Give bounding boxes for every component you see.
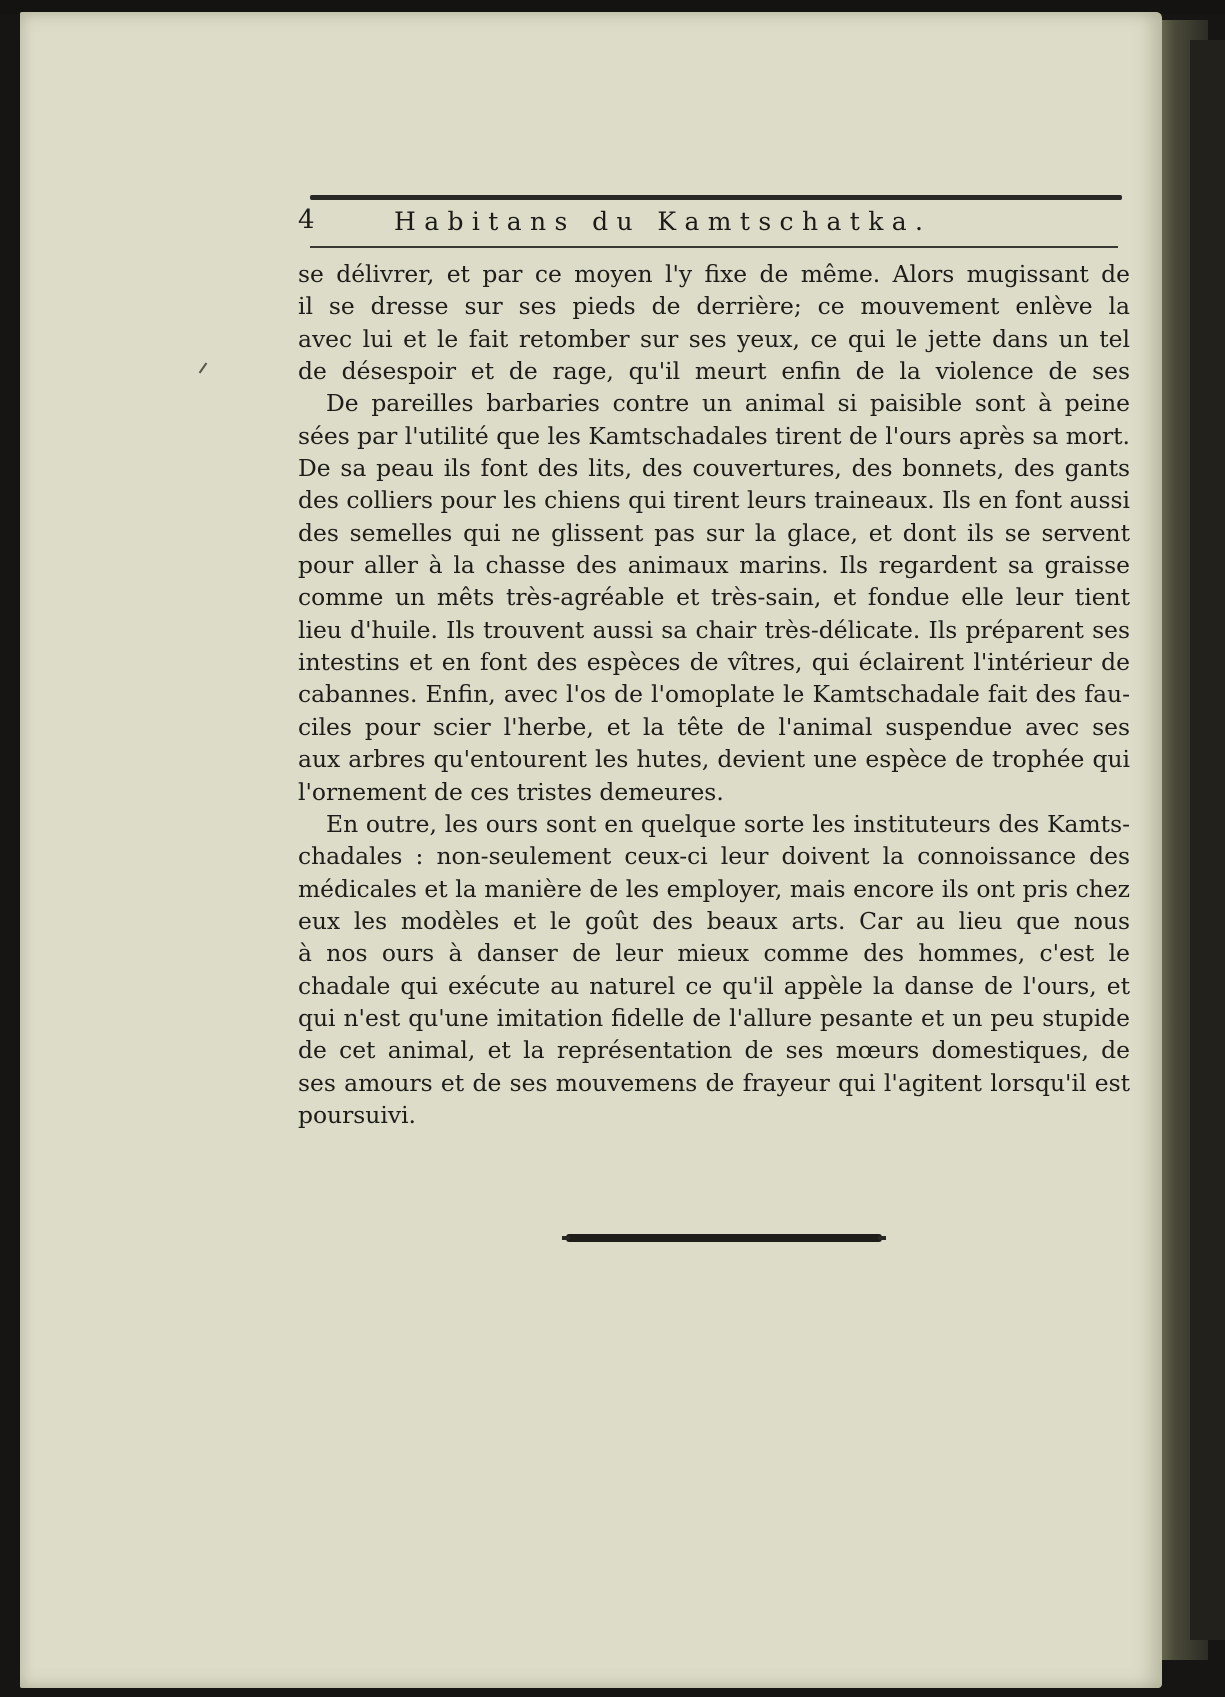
text-line: des colliers pour les chiens qui tirent leurs traineaux. Ils en font aussi — [298, 486, 1130, 515]
text-line: lieu d'huile. Ils trouvent aussi sa chair très-délicate. Ils préparent ses — [298, 615, 1130, 644]
text-line: ses amours et de ses mouvemens de frayeur qui l'agitent lorsqu'il est — [298, 1068, 1130, 1097]
book-cover-edge — [1190, 40, 1225, 1640]
text-line: aux arbres qu'entourent les hutes, devient une espèce de trophée qui — [298, 745, 1130, 774]
text-line: de cet animal, et la représentation de ses mœurs domestiques, de — [298, 1036, 1130, 1065]
paragraph-end-line: l'ornement de ces tristes demeures. — [298, 777, 724, 806]
text-line: il se dresse sur ses pieds de derrière; ce mouvement enlève la — [298, 292, 1130, 321]
paragraph-start-line: En outre, les ours sont en quelque sorte les instituteurs des Kamts- — [326, 809, 1130, 838]
paragraph-end-line: poursuivi. — [298, 1100, 416, 1129]
text-line: pour aller à la chasse des animaux marins. Ils regardent sa graisse — [298, 551, 1130, 580]
text-line: sées par l'utilité que les Kamtschadales tirent de l'ours après sa mort. — [298, 421, 1130, 450]
page-header — [298, 203, 1118, 243]
page-number: 4 — [298, 205, 315, 235]
text-line: qui n'est qu'une imitation fidelle de l'allure pesante et un peu stupide — [298, 1003, 1130, 1032]
paragraph-start-line: De pareilles barbaries contre un animal si paisible sont à peine — [326, 389, 1130, 418]
text-line: avec lui et le fait retomber sur ses yeux, ce qui le jette dans un tel — [298, 324, 1130, 353]
text-line: intestins et en font des espèces de vîtres, qui éclairent l'intérieur de — [298, 648, 1130, 677]
text-line: De sa peau ils font des lits, des couvertures, des bonnets, des gants — [298, 454, 1130, 483]
text-line: cabannes. Enfin, avec l'os de l'omoplate le Kamtschadale fait des fau- — [298, 680, 1130, 709]
text-line: à nos ours à danser de leur mieux comme des hommes, c'est le — [298, 939, 1130, 968]
text-line: se délivrer, et par ce moyen l'y fixe de même. Alors mugissant de — [298, 260, 1130, 288]
running-head: Habitans du Kamtschatka. — [394, 207, 932, 236]
text-line: eux les modèles et le goût des beaux arts. Car au lieu que nous — [298, 906, 1130, 935]
text-line: médicales et la manière de les employer, mais encore ils ont pris chez — [298, 874, 1130, 903]
body-text — [298, 258, 1130, 1131]
header-rule-bottom — [310, 246, 1118, 248]
header-rule-top — [310, 195, 1122, 200]
text-line: chadale qui exécute au naturel ce qu'il appèle la danse de l'ours, et — [298, 971, 1130, 1000]
text-line: de désespoir et de rage, qu'il meurt enfin de la violence de ses — [298, 357, 1130, 386]
text-line: comme un mêts très-agréable et très-sain, et fondue elle leur tient — [298, 583, 1130, 612]
end-ornament-rule — [566, 1234, 882, 1242]
text-line: des semelles qui ne glissent pas sur la glace, et dont ils se servent — [298, 518, 1130, 547]
text-line: chadales : non-seulement ceux-ci leur doivent la connoissance des — [298, 842, 1130, 871]
text-line: ciles pour scier l'herbe, et la tête de l'animal suspendue avec ses — [298, 712, 1130, 741]
